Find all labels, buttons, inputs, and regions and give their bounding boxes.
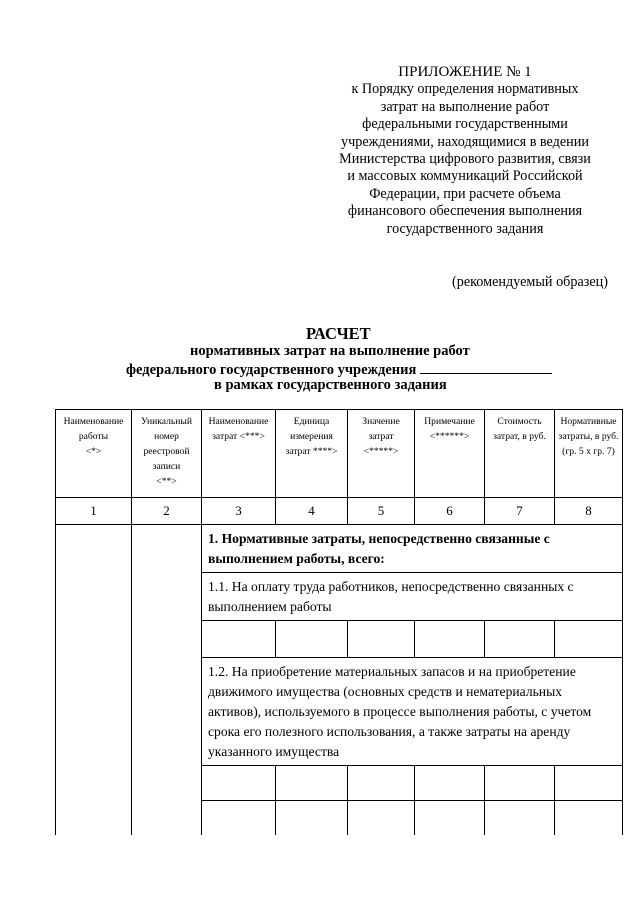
column-number: 5 (348, 498, 415, 525)
heading-line-3: в рамках государственного задания (214, 377, 447, 393)
appendix-line: Федерации, при расчете объема (369, 185, 561, 202)
table-cell[interactable] (202, 801, 276, 836)
column-number: 8 (555, 498, 623, 525)
column-number: 2 (132, 498, 202, 525)
header-text: номер (154, 431, 179, 442)
header-cell-cost-price (485, 410, 555, 498)
column-number: 7 (485, 498, 555, 525)
table-cell[interactable] (415, 766, 485, 801)
header-cell-unit (276, 410, 348, 498)
header-text: Значение (362, 416, 400, 427)
header-text: измерения (290, 431, 333, 442)
header-text: затрат, в руб. (493, 431, 546, 442)
column-number: 1 (56, 498, 132, 525)
appendix-line: финансового обеспечения выполнения (347, 203, 583, 220)
column-number: 4 (276, 498, 348, 525)
table-cell[interactable] (555, 801, 623, 836)
table-cell[interactable] (485, 621, 555, 658)
recommended-sample-note: (рекомендуемый образец) (452, 274, 608, 290)
appendix-line: затрат на выполнение работ (380, 98, 550, 115)
header-text: затрат ****> (285, 446, 338, 457)
table-cell[interactable] (348, 766, 415, 801)
section-1-2-materials: 1.2. На приобретение материальных запасов и на приобретение движимого имущества (основных средств и нематериальных активов), используемого в процессе выполнения работы, с учетом срока его полезного использования, а также затраты на аренду указанного имущества (202, 658, 623, 766)
table-cell[interactable] (276, 801, 348, 836)
column-number: 6 (415, 498, 485, 525)
appendix-block (300, 64, 630, 238)
header-text: записи (152, 461, 181, 472)
column-number: 3 (202, 498, 276, 525)
header-text: <**> (156, 476, 177, 487)
table-cell[interactable] (348, 621, 415, 658)
header-text: реестровой (143, 446, 190, 457)
document-heading: РАСЧЕТ (306, 324, 371, 343)
header-cell-normative-cost (555, 410, 623, 498)
registry-number-cell[interactable] (132, 525, 202, 836)
institution-name-blank (420, 360, 552, 374)
column-number-row (56, 498, 623, 525)
appendix-line: федеральными государственными (362, 116, 568, 133)
section-1-1-labor: 1.1. На оплату труда работников, непосредственно связанных с выполнением работы (202, 573, 623, 621)
header-text: Нормативные (560, 416, 617, 427)
appendix-line: Министерства цифрового развития, связи (339, 151, 591, 168)
heading-line-1: нормативных затрат на выполнение работ (190, 343, 470, 359)
table-cell[interactable] (202, 766, 276, 801)
header-text: затрат <***> (212, 431, 265, 442)
header-text: Наименование (63, 416, 124, 427)
header-text: <*****> (363, 446, 399, 457)
section-1-total: 1. Нормативные затраты, непосредственно связанные с выполнением работы, всего: (202, 525, 623, 573)
appendix-title: ПРИЛОЖЕНИЕ № 1 (398, 64, 532, 80)
header-text: (гр. 5 х гр. 7) (562, 446, 615, 457)
calculation-table (55, 409, 623, 835)
header-text: <******> (429, 431, 470, 442)
appendix-line: к Порядку определения нормативных (351, 81, 579, 98)
table-cell[interactable] (415, 621, 485, 658)
table-cell[interactable] (276, 766, 348, 801)
table-cell[interactable] (348, 801, 415, 836)
appendix-line: и массовых коммуникаций Российской (347, 168, 583, 185)
header-cell-work-name (56, 410, 132, 498)
header-text: затраты, в руб. (558, 431, 619, 442)
table-header-row (56, 410, 623, 498)
table-cell[interactable] (555, 621, 623, 658)
table-cell[interactable] (555, 766, 623, 801)
appendix-line: учреждениями, находящимися в ведении (341, 133, 589, 150)
header-text: Единица (293, 416, 330, 427)
table-cell[interactable] (202, 621, 276, 658)
work-name-cell[interactable] (56, 525, 132, 836)
appendix-line: государственного задания (386, 220, 544, 237)
header-text: Примечание (424, 416, 475, 427)
table-row (56, 525, 623, 573)
header-text: Наименование (208, 416, 269, 427)
heading-line-2-text: федерального государственного учреждения (126, 362, 417, 378)
header-text: Стоимость (497, 416, 542, 427)
header-text: Уникальный (141, 416, 192, 427)
header-text: работы (78, 431, 109, 442)
table-cell[interactable] (276, 621, 348, 658)
header-cell-registry-number (132, 410, 202, 498)
header-cell-cost-name (202, 410, 276, 498)
table-cell[interactable] (415, 801, 485, 836)
header-text: <*> (85, 446, 102, 457)
header-text: затрат (368, 431, 394, 442)
table-cell[interactable] (485, 801, 555, 836)
header-cell-note (415, 410, 485, 498)
header-cell-cost-value (348, 410, 415, 498)
table-cell[interactable] (485, 766, 555, 801)
